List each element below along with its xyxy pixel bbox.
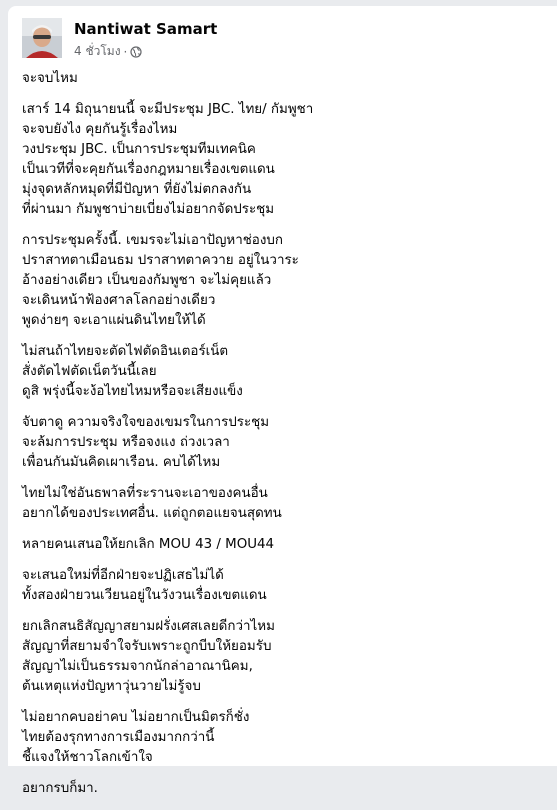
- post-paragraph: [22, 413, 552, 473]
- post-text-line: ต้นเหตุแห่งปัญหาวุ่นวายไม่รู้จบ: [22, 679, 201, 694]
- post-body: [22, 69, 552, 810]
- post-timestamp[interactable]: 4 ชั่วโมง: [74, 44, 121, 58]
- post-text-line: เสาร์ 14 มิถุนายนนี้ จะมีประชุม JBC. ไทย/ กัมพูชา: [22, 102, 314, 117]
- post-text-line: เป็นเวทีที่จะคุยกันเรื่องกฎหมายเรื่องเขตแดน: [22, 162, 275, 177]
- post-text-line: สัญญาที่สยามจำใจรับเพราะถูกบีบให้ยอมรับ: [22, 639, 272, 654]
- post-card: [8, 6, 557, 796]
- post-paragraph: [22, 566, 552, 606]
- post-paragraph: [22, 69, 552, 89]
- post-text-line: จะจบยังไง คุยกันรู้เรื่องไหม: [22, 122, 178, 137]
- post-paragraph: [22, 231, 552, 331]
- post-text-line: ยกเลิกสนธิสัญญาสยามฝรั่งเศสเลยดีกว่าไหม: [22, 619, 275, 634]
- post-text-line: ไทยไม่ใช่อันธพาลที่ระรานจะเอาของคนอื่น: [22, 486, 268, 501]
- avatar[interactable]: [22, 18, 62, 58]
- post-paragraph: [22, 535, 552, 555]
- post-text-line: ดูสิ พรุ่งนี้จะง้อไทยไหมหรือจะเสียงแข็ง: [22, 384, 243, 399]
- post-text-line: จะเสนอใหม่ที่อีกฝ่ายจะปฏิเสธไม่ได้: [22, 568, 224, 583]
- post-text-line: การประชุมครั้งนี้. เขมรจะไม่เอาปัญหาช่องบก: [22, 233, 283, 248]
- post-paragraph: [22, 342, 552, 402]
- post-text-line: จับตาดู ความจริงใจของเขมรในการประชุม: [22, 415, 270, 430]
- post-text-line: พูดง่ายๆ จะเอาแผ่นดินไทยให้ได้: [22, 313, 206, 328]
- post-text-line: ไทยต้องรุกทางการเมืองมากกว่านี้: [22, 730, 215, 745]
- globe-icon[interactable]: [130, 46, 142, 58]
- post-meta: [74, 42, 142, 61]
- post-text-line: วงประชุม JBC. เป็นการประชุมทีมเทคนิค: [22, 142, 256, 157]
- author-name[interactable]: Nantiwat Samart: [74, 20, 218, 38]
- post-text-line: อยากได้ของประเทศอื่น. แต่ถูกตอแยจนสุดทน: [22, 506, 282, 521]
- post-text-line: ไม่สนถ้าไทยจะตัดไฟตัดอินเตอร์เน็ต: [22, 344, 229, 359]
- post-text-line: อยากรบก็มา.: [22, 781, 98, 796]
- post-text-line: ปราสาทตาเมือนธม ปราสาทตาควาย อยู่ในวาระ: [22, 253, 299, 268]
- post-text-line: สัญญาไม่เป็นธรรมจากนักล่าอาณานิคม,: [22, 659, 253, 674]
- post-text-line: ที่ผ่านมา กัมพูชาบ่ายเบี่ยงไม่อยากจัดประชุม: [22, 202, 275, 217]
- post-paragraph: [22, 100, 552, 220]
- profile-photo: [22, 18, 62, 58]
- post-text-line: ชี้แจงให้ชาวโลกเข้าใจ: [22, 750, 153, 765]
- post-paragraph: [22, 779, 552, 799]
- post-text-line: ไม่อยากคบอย่าคบ ไม่อยากเป็นมิตรก็ชั่ง: [22, 710, 250, 725]
- post-text-line: จะเดินหน้าฟ้องศาลโลกอย่างเดียว: [22, 293, 216, 308]
- post-text-line: หลายคนเสนอให้ยกเลิก MOU 43 / MOU44: [22, 537, 275, 552]
- post-paragraph: [22, 708, 552, 768]
- post-text-line: อ้างอย่างเดียว เป็นของกัมพูชา จะไม่คุยแล้ว: [22, 273, 272, 288]
- post-paragraph: [22, 484, 552, 524]
- post-text-line: จะจบไหม: [22, 71, 78, 86]
- post-paragraph: [22, 617, 552, 697]
- post-text-line: มุ่งจุดหลักหมุดที่มีปัญหา ที่ยังไม่ตกลงกัน: [22, 182, 252, 197]
- meta-separator: ·: [123, 44, 128, 59]
- post-text-line: จะล้มการประชุม หรือจงแง ถ่วงเวลา: [22, 435, 230, 450]
- post-text-line: สั่งตัดไฟตัดเน็ตวันนี้เลย: [22, 364, 157, 379]
- post-text-line: เพื่อนกันมันคิดเผาเรือน. คบได้ไหม: [22, 455, 221, 470]
- post-text-line: ทั้งสองฝ่ายวนเวียนอยู่ในวังวนเรื่องเขตแดน: [22, 588, 267, 603]
